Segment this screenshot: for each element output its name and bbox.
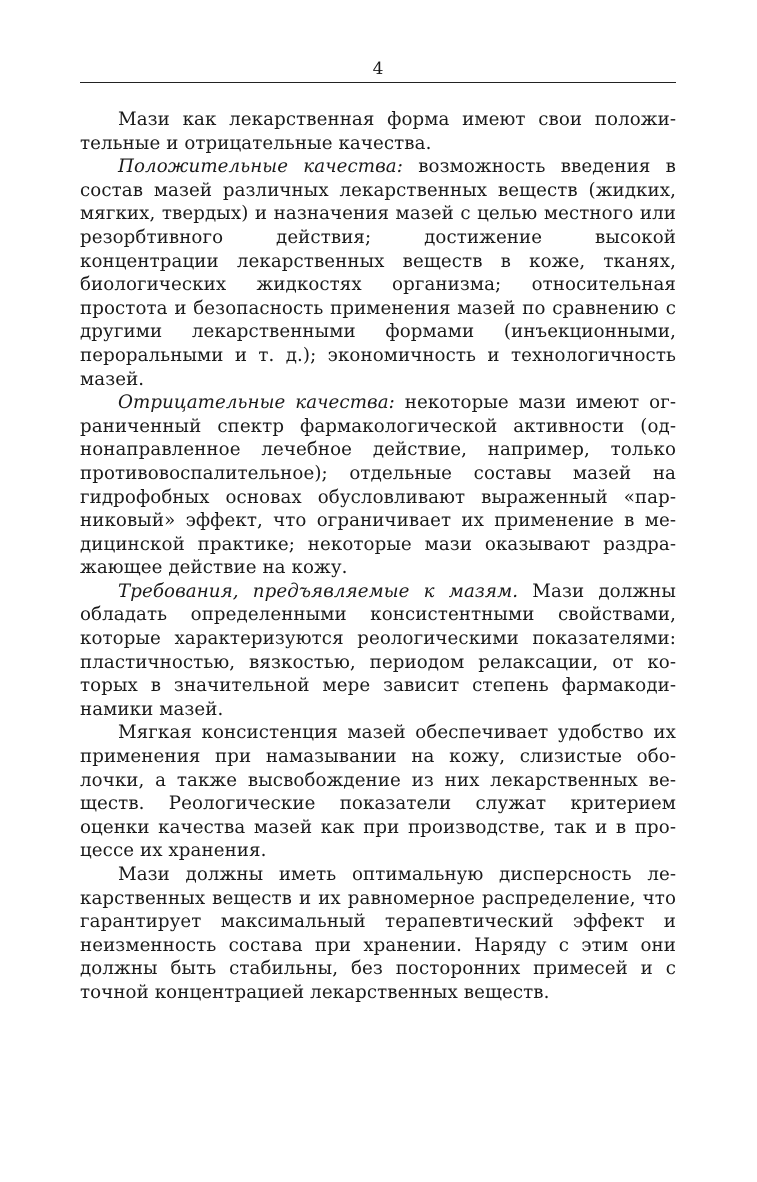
paragraph-text: Мази должны обладать определенными консистентными свойствами, которые характеризуются реологическими показателями: пластичностью, вязкостью, периодом релаксации, от которых в значительной мере зависит степень фармакодинамики мазей. xyxy=(80,580,676,720)
header-rule xyxy=(80,82,676,83)
book-page xyxy=(80,58,676,1005)
paragraph-negative-qualities xyxy=(80,391,676,580)
paragraph-lead: Требования, предъявляемые к мазям. xyxy=(118,580,519,602)
paragraph-text: Мази как лекарственная форма имеют свои положительные и отрицательные качества. xyxy=(80,109,676,154)
paragraph-lead: Положительные качества: xyxy=(118,156,403,178)
paragraph-text: возможность введения в состав мазей различных лекарственных веществ (жидких, мягких, твердых) и назначения мазей с целью местного или резорбтивного действия; достижение высокой концентрации лекарственных веществ в коже, тканях, биологических жидкостях организма; относительная простота и безопасность применения мазей по сравнению с другими лекарственными формами (инъекционными, перорaльными и т. д.); экономичность и технологичность мазей. xyxy=(80,156,676,390)
paragraph-text: Мягкая консистенция мазей обеспечивает удобство их применения при намазывании на кожу, слизистые оболочки, а также высвобождение из них лекарственных веществ. Реологические показатели служат критерием оценки качества мазей как при производстве, так и в процессе их хранения. xyxy=(80,722,676,862)
page-number: 4 xyxy=(372,59,384,79)
paragraph-text: Мази должны иметь оптимальную дисперсность лекарственных веществ и их равномерное распределение, что гарантирует максимальный терапевтический эффект и неизменность состава при хранении. Наряду с этим они должны быть стабильны, без посторонних примесей и с точной концентрацией лекарственных веществ. xyxy=(80,864,676,1003)
paragraph-lead: Отрицательные качества: xyxy=(118,392,395,414)
paragraph-text: некоторые мази имеют ограниченный спектр фармакологической активности (однонаправленное лечебное действие, например, только противовоспалительное); отдельные составы мазей на гидрофобных основах обусловливают выраженный «парниковый» эффект, что ограничивает их применение в медицинской практике; некоторые мази оказывают раздражающее действие на кожу. xyxy=(80,392,676,579)
paragraph-intro xyxy=(80,108,676,155)
paragraph-consistency xyxy=(80,721,676,863)
paragraph-requirements xyxy=(80,580,676,722)
paragraph-dispersity xyxy=(80,863,676,1005)
paragraph-positive-qualities xyxy=(80,155,676,391)
